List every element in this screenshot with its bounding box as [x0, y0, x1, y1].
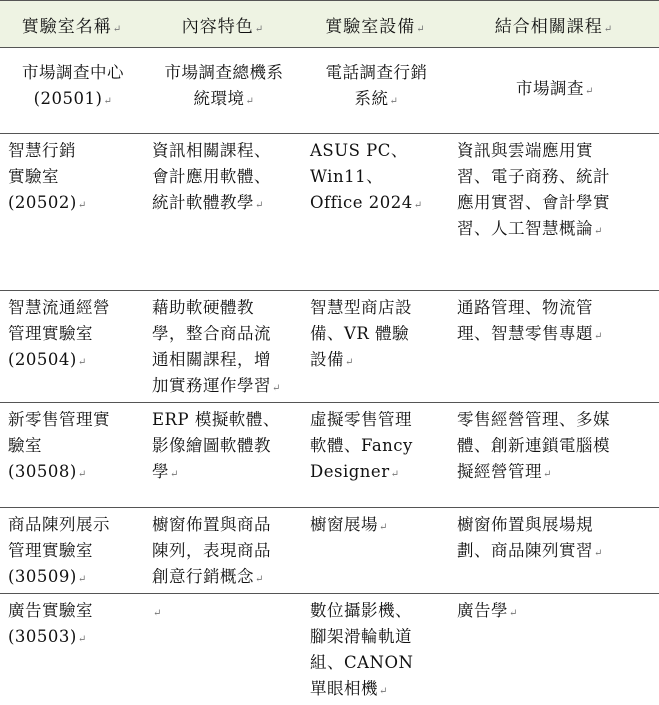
- cell-text: 資訊與雲端應用實: [457, 141, 593, 160]
- feature-cell: [144, 134, 302, 291]
- cell-text: 設備: [310, 350, 344, 369]
- cell-text: 通相關課程，增: [152, 350, 271, 369]
- feature-cell: [144, 403, 302, 508]
- cell-text: 電話調查行銷: [326, 63, 428, 82]
- cell-line: [310, 598, 443, 624]
- paragraph-mark-icon: ↵: [78, 634, 87, 645]
- cell-line: [8, 598, 138, 624]
- paragraph-mark-icon: ↵: [255, 574, 264, 585]
- cell-line: [457, 433, 653, 459]
- cell-line: [310, 295, 443, 321]
- courses-cell: [449, 508, 659, 594]
- cell-line: [457, 190, 653, 216]
- cell-text: 統計軟體教學: [152, 193, 254, 212]
- paragraph-mark-icon: ↵: [153, 608, 162, 619]
- header-features: 內容特色↵: [144, 1, 302, 48]
- cell-text: 數位攝影機、: [310, 601, 412, 620]
- feature-cell: [144, 594, 302, 705]
- cell-line: [310, 164, 443, 190]
- cell-text: 腳架滑輪軌道: [310, 627, 412, 646]
- paragraph-mark-icon: ↵: [103, 96, 112, 107]
- cell-line: [152, 538, 296, 564]
- cell-line: [310, 407, 443, 433]
- cell-text: 學，整合商品流: [152, 324, 271, 343]
- cell-text: 新零售管理實: [8, 410, 110, 429]
- cell-line: [8, 138, 138, 164]
- table-row: [0, 508, 659, 594]
- cell-text: Office 2024: [310, 193, 413, 212]
- paragraph-mark-icon: ↵: [414, 200, 423, 211]
- table-row: [0, 403, 659, 508]
- table-row: [0, 594, 659, 705]
- cell-line: [8, 164, 138, 190]
- cell-text: 櫥窗佈置與商品: [152, 515, 271, 534]
- cell-text: ERP 模擬軟體、: [152, 410, 280, 429]
- cell-line: [152, 138, 296, 164]
- courses-cell: [449, 594, 659, 705]
- cell-line: [8, 60, 138, 86]
- cell-line: [152, 564, 296, 593]
- cell-line: [152, 598, 296, 627]
- cell-line: [457, 216, 653, 245]
- cell-text: Designer: [310, 462, 390, 481]
- cell-text: ASUS PC、: [310, 141, 408, 160]
- cell-line: [457, 295, 653, 321]
- paragraph-mark-icon: ↵: [390, 96, 399, 107]
- cell-text: 通路管理、物流管: [457, 298, 593, 317]
- courses-cell: [449, 134, 659, 291]
- lab-name-cell: [0, 134, 144, 291]
- cell-text: 單眼相機: [310, 679, 378, 698]
- cell-line: [310, 650, 443, 676]
- cell-line: [8, 407, 138, 433]
- header-equipment: 實驗室設備↵: [302, 1, 449, 48]
- cell-line: [152, 347, 296, 373]
- cell-text: 驗室: [8, 436, 42, 455]
- cell-line: [152, 164, 296, 190]
- cell-text: 智慧流通經營: [8, 298, 110, 317]
- cell-line: [310, 138, 443, 164]
- cell-text: 創意行銷概念: [152, 567, 254, 586]
- equipment-cell: [302, 291, 449, 403]
- courses-cell: [449, 48, 659, 134]
- cell-text: (30509): [8, 567, 77, 586]
- table-row: [0, 291, 659, 403]
- table-row: [0, 134, 659, 291]
- lab-name-cell: [0, 291, 144, 403]
- paragraph-mark-icon: ↵: [272, 383, 281, 394]
- header-row: [0, 1, 659, 48]
- cell-line: [152, 60, 296, 86]
- table-row: [0, 48, 659, 134]
- lab-name-cell: [0, 594, 144, 705]
- cell-line: [457, 407, 653, 433]
- cell-line: [8, 295, 138, 321]
- cell-line: [152, 86, 296, 115]
- paragraph-mark-icon: ↵: [543, 469, 552, 480]
- cell-text: 廣告學: [457, 601, 508, 620]
- cell-line: [310, 321, 443, 347]
- cell-text: 管理實驗室: [8, 541, 93, 560]
- paragraph-mark-icon: ↵: [170, 469, 179, 480]
- equipment-cell: [302, 48, 449, 134]
- cell-text: 市場調查中心: [22, 63, 124, 82]
- cell-text: 藉助軟硬體教: [152, 298, 254, 317]
- cell-line: [457, 321, 653, 350]
- equipment-cell: [302, 594, 449, 705]
- cell-text: 應用實習、會計學實: [457, 193, 610, 212]
- paragraph-mark-icon: ↵: [379, 686, 388, 697]
- cell-line: [310, 459, 443, 488]
- paragraph-mark-icon: ↵: [255, 200, 264, 211]
- cell-line: [152, 373, 296, 402]
- paragraph-mark-icon: ↵: [594, 331, 603, 342]
- cell-line: [310, 676, 443, 705]
- cell-line: [310, 433, 443, 459]
- paragraph-mark-icon: ↵: [594, 548, 603, 559]
- paragraph-mark-icon: ↵: [246, 96, 255, 107]
- cell-text: 理、智慧零售專題: [457, 324, 593, 343]
- cell-text: 資訊相關課程、: [152, 141, 271, 160]
- courses-cell: [449, 291, 659, 403]
- cell-line: [457, 164, 653, 190]
- cell-line: [152, 190, 296, 219]
- cell-text: 智慧型商店設: [310, 298, 412, 317]
- feature-cell: [144, 291, 302, 403]
- header-lab-name: 實驗室名稱↵: [0, 1, 144, 48]
- cell-line: [152, 512, 296, 538]
- cell-text: 管理實驗室: [8, 324, 93, 343]
- cell-line: [310, 512, 443, 541]
- feature-cell: [144, 48, 302, 134]
- cell-text: 市場調查總機系: [165, 63, 284, 82]
- cell-line: [8, 624, 138, 653]
- paragraph-mark-icon: ↵: [594, 226, 603, 237]
- paragraph-mark-icon: ↵: [78, 574, 87, 585]
- cell-text: 組、CANON: [310, 653, 413, 672]
- cell-text: 軟體、Fancy: [310, 436, 413, 455]
- cell-line: [8, 433, 138, 459]
- cell-text: 智慧行銷: [8, 141, 76, 160]
- equipment-cell: [302, 134, 449, 291]
- cell-line: [457, 538, 653, 567]
- cell-text: (20502): [8, 193, 77, 212]
- paragraph-mark-icon: ↵: [391, 469, 400, 480]
- cell-text: 會計應用軟體、: [152, 167, 271, 186]
- paragraph-mark-icon: ↵: [379, 522, 388, 533]
- cell-text: 商品陳列展示: [8, 515, 110, 534]
- cell-text: 櫥窗佈置與展場規: [457, 515, 593, 534]
- paragraph-mark-icon: ↵: [78, 469, 87, 480]
- cell-line: [8, 538, 138, 564]
- cell-text: 統環境: [194, 89, 245, 108]
- cell-text: 劃、商品陳列實習: [457, 541, 593, 560]
- feature-cell: [144, 508, 302, 594]
- cell-text: 市場調查: [516, 79, 584, 98]
- cell-text: (30503): [8, 627, 77, 646]
- cell-line: [310, 86, 443, 115]
- cell-line: [310, 190, 443, 219]
- cell-text: 影像繪圖軟體教: [152, 436, 271, 455]
- header-courses: 結合相關課程↵: [449, 1, 659, 48]
- cell-line: [8, 459, 138, 488]
- paragraph-mark-icon: ↵: [585, 86, 594, 97]
- cell-line: [152, 407, 296, 433]
- cell-text: (30508): [8, 462, 77, 481]
- cell-line: [310, 60, 443, 86]
- cell-text: 廣告實驗室: [8, 601, 93, 620]
- cell-text: 體、創新連鎖電腦模: [457, 436, 610, 455]
- cell-text: (20504): [8, 350, 77, 369]
- paragraph-mark-icon: ↵: [78, 200, 87, 211]
- cell-line: [152, 459, 296, 488]
- cell-line: [8, 347, 138, 376]
- lab-name-cell: [0, 48, 144, 134]
- cell-line: [152, 321, 296, 347]
- cell-line: [8, 190, 138, 219]
- cell-text: 擬經營管理: [457, 462, 542, 481]
- lab-name-cell: [0, 508, 144, 594]
- cell-text: 加實務運作學習: [152, 376, 271, 395]
- cell-text: 習、電子商務、統計: [457, 167, 610, 186]
- cell-line: [152, 295, 296, 321]
- lab-name-cell: [0, 403, 144, 508]
- cell-line: [8, 321, 138, 347]
- cell-line: [152, 433, 296, 459]
- cell-line: [8, 86, 138, 115]
- equipment-cell: [302, 403, 449, 508]
- cell-line: [457, 512, 653, 538]
- cell-text: 學: [152, 462, 169, 481]
- cell-text: 零售經營管理、多媒: [457, 410, 610, 429]
- paragraph-mark-icon: ↵: [509, 608, 518, 619]
- cell-text: Win11、: [310, 167, 383, 186]
- cell-text: 備、VR 體驗: [310, 324, 409, 343]
- cell-text: (20501): [34, 89, 103, 108]
- cell-text: 系統: [355, 89, 389, 108]
- cell-text: 虛擬零售管理: [310, 410, 412, 429]
- cell-line: [457, 598, 653, 627]
- cell-line: [457, 76, 653, 105]
- cell-text: 實驗室: [8, 167, 59, 186]
- cell-line: [310, 347, 443, 376]
- courses-cell: [449, 403, 659, 508]
- cell-text: 習、人工智慧概論: [457, 219, 593, 238]
- cell-text: 陳列，表現商品: [152, 541, 271, 560]
- paragraph-mark-icon: ↵: [78, 357, 87, 368]
- cell-line: [8, 564, 138, 593]
- paragraph-mark-icon: ↵: [345, 357, 354, 368]
- cell-line: [310, 624, 443, 650]
- cell-line: [457, 138, 653, 164]
- cell-line: [8, 512, 138, 538]
- equipment-cell: [302, 508, 449, 594]
- cell-line: [457, 459, 653, 488]
- cell-text: 櫥窗展場: [310, 515, 378, 534]
